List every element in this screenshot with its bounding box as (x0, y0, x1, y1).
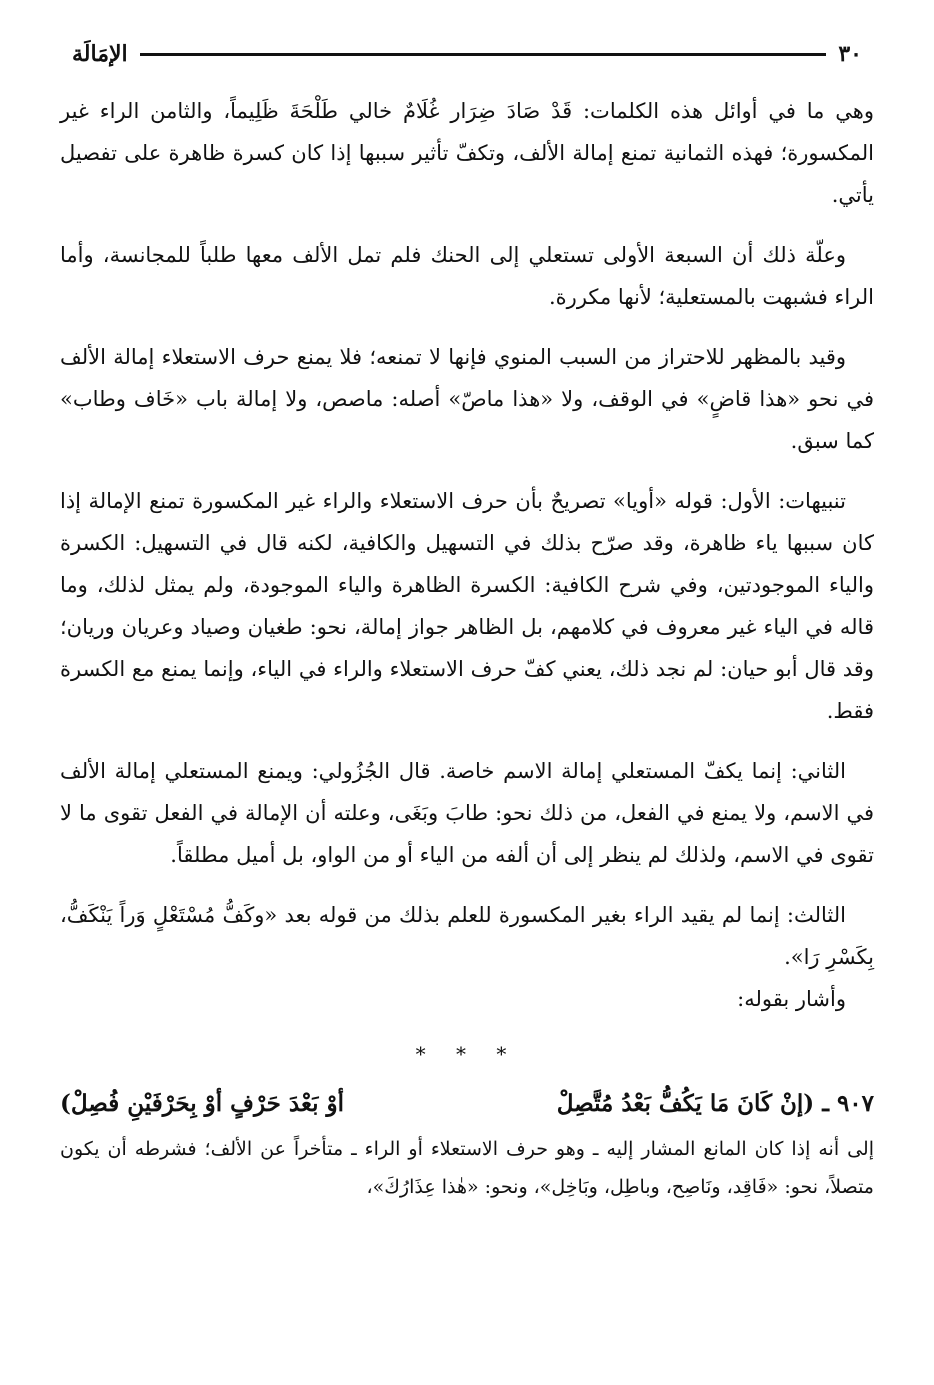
body-text (60, 90, 874, 1206)
paragraph-notes-first: تنبيهات: الأول: قوله «أويا» تصريحٌ بأن حرف الاستعلاء والراء غير المكسورة تمنع الإمالة إذا كان سببها ياء ظاهرة، وقد صرّح بذلك في التسهيل والكافية، لكنه قال في التسهيل: الكسرة والياء الموجودتين، وفي شرح الكافية: الكسرة الظاهرة والياء الموجودة، ولم يمثل لذلك، وما قاله في الياء غير معروف في كلامهم، بل الظاهر جواز إمالة، نحو: طغيان وصياد وعريان وريان؛ وقد قال أبو حيان: لم نجد ذلك، يعني كفّ حرف الاستعلاء والراء في الياء، وإنما يمنع مع الكسرة فقط. (60, 489, 874, 723)
paragraph-notes-third: الثالث: إنما لم يقيد الراء بغير المكسورة للعلم بذلك من قوله بعد «وكَفُّ مُسْتَعْلٍ وَراً يَنْكَفُّ، بِكَسْرِ رَا». (60, 903, 874, 969)
verse-number: ٩٠٧ ـ (822, 1090, 874, 1117)
chapter-title: الإمَالَة (72, 41, 128, 67)
paragraph-2: وعلّة ذلك أن السبعة الأولى تستعلي إلى الحنك فلم تمل الألف معها طلباً للمجانسة، وأما الراء فشبهت بالمستعلية؛ لأنها مكررة. (60, 243, 874, 309)
poem-verse (60, 1084, 874, 1124)
paragraph-notes-second: الثاني: إنما يكفّ المستعلي إمالة الاسم خاصة. قال الجُزُولي: ويمنع المستعلي إمالة الألف في الاسم، ولا يمنع في الفعل، من ذلك نحو: طابَ وبَغَى، وعلته أن الإمالة في الفعل تقوى ما لا تقوى في الاسم، ولذلك لم ينظر إلى أن ألفه من الياء أو من الواو، بل أميل مطلقاً. (60, 759, 874, 867)
section-separator: * * * (415, 1042, 519, 1066)
verse-commentary: إلى أنه إذا كان المانع المشار إليه ـ وهو حرف الاستعلاء أو الراء ـ متأخراً عن الألف؛ فشرطه أن يكون متصلاً، نحو: «فَاقِد، ونَاصِح، وباطِل، وبَاخِل»، ونحو: «هٰذا عِذَارُكَ»، (60, 1138, 874, 1198)
header-rule (140, 53, 827, 56)
paragraph-1: وهي ما في أوائل هذه الكلمات: قَدْ صَادَ ضِرَار غُلَامٌ خالي طَلْحَةَ ظَلِيماً، والثامن الراء غير المكسورة؛ فهذه الثمانية تمنع إمالة الألف، وتكفّ تأثير سببها إذا كان كسرة ظاهرة على تفصيل يأتي. (60, 99, 874, 207)
verse-first-hemistich: (إنْ كَانَ مَا يَكُفُّ بَعْدُ مُتَّصِلْ (556, 1090, 815, 1117)
page-number: ٣٠ (838, 41, 862, 67)
lead-in-text: وأشار بقوله: (737, 987, 846, 1011)
running-head (72, 34, 862, 74)
verse-second-hemistich: أوْ بَعْدَ حَرْفٍ أوْ بِحَرْفَيْنِ فُصِلْ) (60, 1090, 344, 1117)
paragraph-3: وقيد بالمظهر للاحتراز من السبب المنوي فإنها لا تمنعه؛ فلا يمنع حرف الاستعلاء إمالة الألف في نحو «هذا قاضٍ» في الوقف، ولا «هذا ماصّ» أصله: ماصص، ولا إمالة باب «خَاف وطاب» كما سبق. (60, 345, 875, 453)
